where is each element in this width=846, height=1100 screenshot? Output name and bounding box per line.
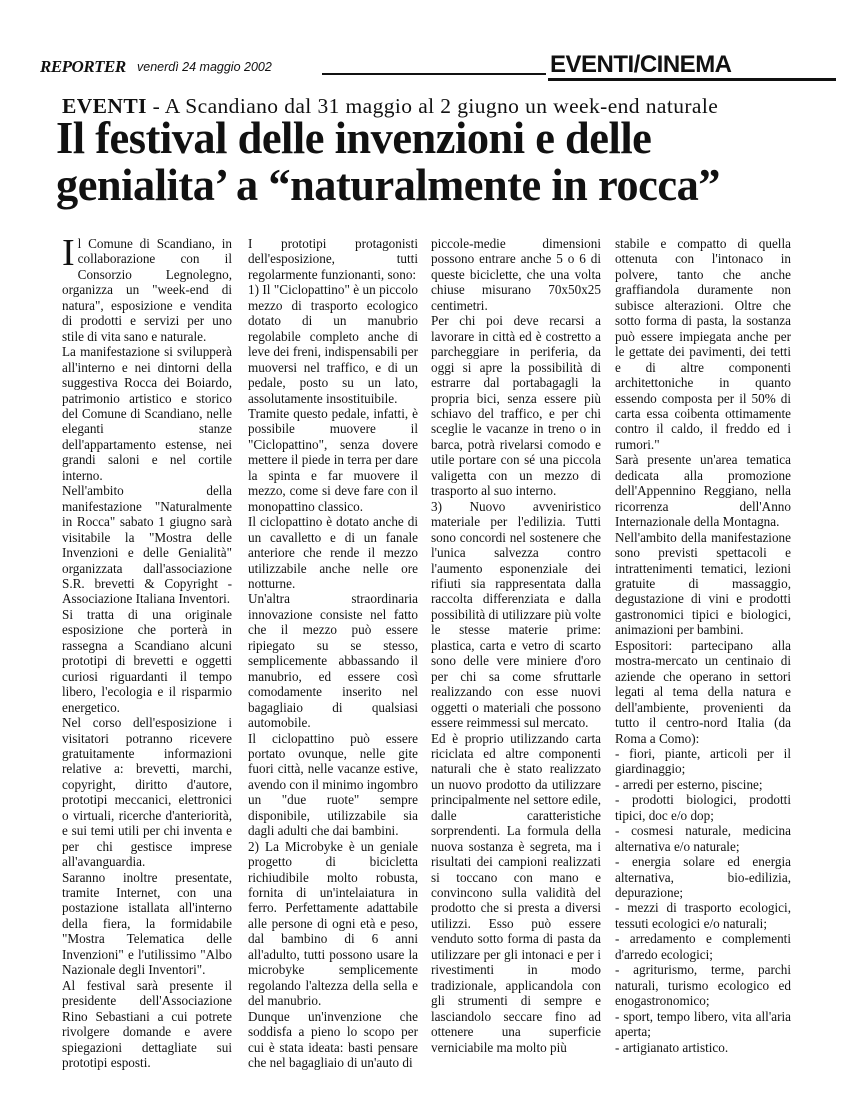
article-paragraph (62, 232, 232, 344)
article-paragraph: Nell'ambito della manifestazione sono previsti spettacoli e intrattenimenti tematici, lezioni gratuite di massaggio, degustazione di vini e prodotti gastronomici tipici e biologici, animazioni per bambini. (615, 529, 791, 638)
article-column-4 (615, 236, 791, 1055)
kicker-text: - A Scandiano dal 31 maggio al 2 giugno un week-end naturale (146, 94, 719, 118)
article-paragraph: Un'altra straordinaria innovazione consiste nel fatto che il mezzo può essere ripiegato su se stesso, semplicemente abbassando il manubrio, ed essere così comodamente inserito nel bagagliaio di qualsiasi automobile. (248, 591, 418, 731)
article-paragraph: Per chi poi deve recarsi a lavorare in città ed è costretto a parcheggiare in periferia, da oggi si apre la possibilità di estrarre dal portabagagli la propria bici, senza essere più schiavo del traffico, e per chi sceglie le vacanze in treno o in barca, potrà rivelarsi comodo e utile portare con sé una piccola valigetta con un mezzo di trasporto al suo interno. (431, 313, 601, 499)
article-column-3 (431, 236, 601, 1055)
article-paragraph: 2) La Microbyke è un geniale progetto di bicicletta richiudibile molto robusta, fornita di un'intelaiatura in ferro. Perfettamente adattabile alle persone di ogni età e peso, dal bambino di 6 anni all'adulto, tutti possono usare la microbyke semplicemente regolando l'altezza della sella e del manubrio. (248, 838, 418, 1009)
article-paragraph: Ed è proprio utilizzando carta riciclata ed altre componenti naturali che è stato realizzato un nuovo prodotto da utilizzare principalmente nel settore edile, dalle caratteristiche sorprendenti. La formula della nuova sostanza è segreta, ma i risultati dei campioni realizzati si toccano con mano e convincono sulla validità del prodotto che si presta a diversi utilizzi. Esso può essere venduto sotto forma di pasta da utilizzare per gli intonaci e per i rivestimenti in modo tradizionale, applicandola con gli strumenti di sempre e lasciandolo seccare fino ad ottenere una superficie verniciabile ma molto più (431, 730, 601, 1055)
article-paragraph: stabile e compatto di quella ottenuta con l'intonaco in polvere, tanto che anche graffiandola duramente non subisce alterazioni. Oltre che sotto forma di pasta, la sostanza può essere impiegata anche per le gettate dei pavimenti, dei tetti e di altre componenti architettoniche in quanto essendo composta per il 50% di carta essa coibenta ottimamente contro il caldo, il freddo ed i rumori." (615, 236, 791, 452)
article-paragraph: Dunque un'invenzione che soddisfa a pieno lo scopo per cui è stata ideata: basti pensare che nel bagagliaio di un'auto di (248, 1008, 418, 1071)
drop-cap: I (62, 232, 75, 274)
article-paragraph: Sarà presente un'area tematica dedicata alla promozione dell'Appennino Reggiano, nella ricorrenza dell'Anno Internazionale della Montagna. (615, 452, 791, 530)
article-paragraph: - arredi per esterno, piscine; (615, 776, 763, 792)
article-paragraph: I prototipi protagonisti dell'esposizione, tutti regolarmente funzionanti, sono: (248, 236, 418, 282)
article-column-1 (62, 232, 232, 1071)
article-paragraph: Nel corso dell'esposizione i visitatori potranno ricevere gratuitamente informazioni relative a: brevetti, marchi, copyright, diritto d'autore, prototipi meccanici, elettronici o virtuali, ricerche d'anteriorità, e sui temi utili per chi inventa e per chi gestisce imprese all'avanguardia. (62, 715, 232, 870)
headline-line-2: genialita’ a “naturalmente in rocca” (56, 159, 721, 210)
masthead-rule (322, 73, 546, 75)
article-paragraph: - mezzi di trasporto ecologici, tessuti ecologici e/o naturali; (615, 900, 791, 931)
article-paragraph: 3) Nuovo avveniristico materiale per l'edilizia. Tutti sono concordi nel sostenere che l'unica salvezza contro l'aumento esponenziale dei rifiuti sia rappresentata dalla raccolta differenziata e dalla possibilità di utilizzare più volte le stesse materie prime: plastica, carta e vetro di scarto sono delle vere miniere d'oro per chi sa come sfruttarle realizzando con esse nuovi oggetti o materiali che possono essere reimmessi sul mercato. (431, 498, 601, 731)
issue-date: venerdì 24 maggio 2002 (137, 60, 272, 74)
article-paragraph: Tramite questo pedale, infatti, è possibile muovere il "Ciclopattino", senza dovere mettere il piede in terra per dare la spinta e far muovere il mezzo, come si deve fare con il monopattino classico. (248, 405, 418, 514)
article-paragraph: - sport, tempo libero, vita all'aria aperta; (615, 1008, 791, 1040)
article-paragraph: - prodotti biologici, prodotti tipici, doc e/o dop; (615, 792, 791, 823)
article-paragraph: Espositori: partecipano alla mostra-mercato un centinaio di aziende che operano in settori legati al tema della natura e dell'ambiente, provenienti da tutto il centro-nord Italia (da Roma a Como): (615, 637, 791, 746)
article-paragraph: Il ciclopattino è dotato anche di un cavalletto e di un fanale anteriore che rende il mezzo utilizzabile anche nelle ore notturne. (248, 514, 418, 591)
article-paragraph: Il ciclopattino può essere portato ovunque, nelle gite fuori città, nelle vacanze estive, avendo con il minimo ingombro un "due ruote" sempre disponibile, utilizzabile sia dagli adulti che dai bambini. (248, 730, 418, 839)
article-paragraph-text: l Comune di Scandiano, in collaborazione con il Consorzio Legnolegno, organizza un "week-end di natura", esposizione e vendita di prodotti e servizi per uno stile di vita sano e naturale. (62, 236, 232, 344)
newspaper-name: REPORTER (40, 57, 126, 76)
article-paragraph: Nell'ambito della manifestazione "Naturalmente in Rocca" sabato 1 giugno sarà visitabile la "Mostra delle Invenzioni e delle Genialità" organizzata dall'associazione S.R. brevetti & Copyright - Associazione Italiana Inventori. (62, 483, 232, 607)
article-paragraph: Saranno inoltre presentate, tramite Internet, con una postazione istallata all'interno della fiera, la formidabile "Mostra Telematica delle Invenzioni" e l'utilissimo "Albo Nazionale degli Inventori". (62, 869, 232, 978)
article-paragraph: - arredamento e complementi d'arredo ecologici; (615, 931, 791, 962)
article-paragraph: piccole-medie dimensioni possono entrare anche 5 o 6 di queste biciclette, che una volta chiuse misurano 70x50x25 centimetri. (431, 236, 601, 313)
masthead (40, 51, 836, 81)
article-body (0, 232, 846, 1071)
article-paragraph: - energia solare ed energia alternativa, bio-edilizia, depurazione; (615, 854, 791, 901)
article-paragraph: La manifestazione si svilupperà all'interno e nei dintorni della suggestiva Rocca dei Boiardo, patrimonio artistico e storico del Comune di Scandiano, nelle eleganti stanze dell'appartamento estense, nei grandi saloni e nel cortile interno. (62, 344, 232, 483)
article-column-2 (248, 236, 418, 1070)
article-paragraph: Al festival sarà presente il presidente dell'Associazione Rino Sebastiani a cui potrete rivolgere domande e avere spiegazioni dettagliate sui prototipi esposti. (62, 977, 232, 1071)
article-paragraph: Si tratta di una originale esposizione che porterà in rassegna a Scandiano alcuni prototipi di brevetti e oggetti curiosi riguardanti il tempo libero, l'ecologia e il risparmio energetico. (62, 606, 232, 715)
section-name: EVENTI/CINEMA (548, 51, 836, 81)
article-paragraph: 1) Il "Ciclopattino" è un piccolo mezzo di trasporto ecologico dotato di un manubrio regolabile completo anche di leve dei freni, indispensabili per muoversi nel traffico, e di un pedale, posto su un lato, assolutamente insostituibile. (248, 282, 418, 406)
headline (56, 114, 809, 208)
kicker-label: EVENTI (62, 94, 147, 118)
article-paragraph: - artigianato artistico. (615, 1039, 729, 1055)
headline-line-1: Il festival delle invenzioni e delle (56, 112, 652, 163)
article-paragraph: - fiori, piante, articoli per il giardinaggio; (615, 745, 791, 777)
article-paragraph: - cosmesi naturale, medicina alternativa e/o naturale; (615, 823, 791, 854)
article-paragraph: - agriturismo, terme, parchi naturali, turismo ecologico ed enogastronomico; (615, 962, 791, 1009)
